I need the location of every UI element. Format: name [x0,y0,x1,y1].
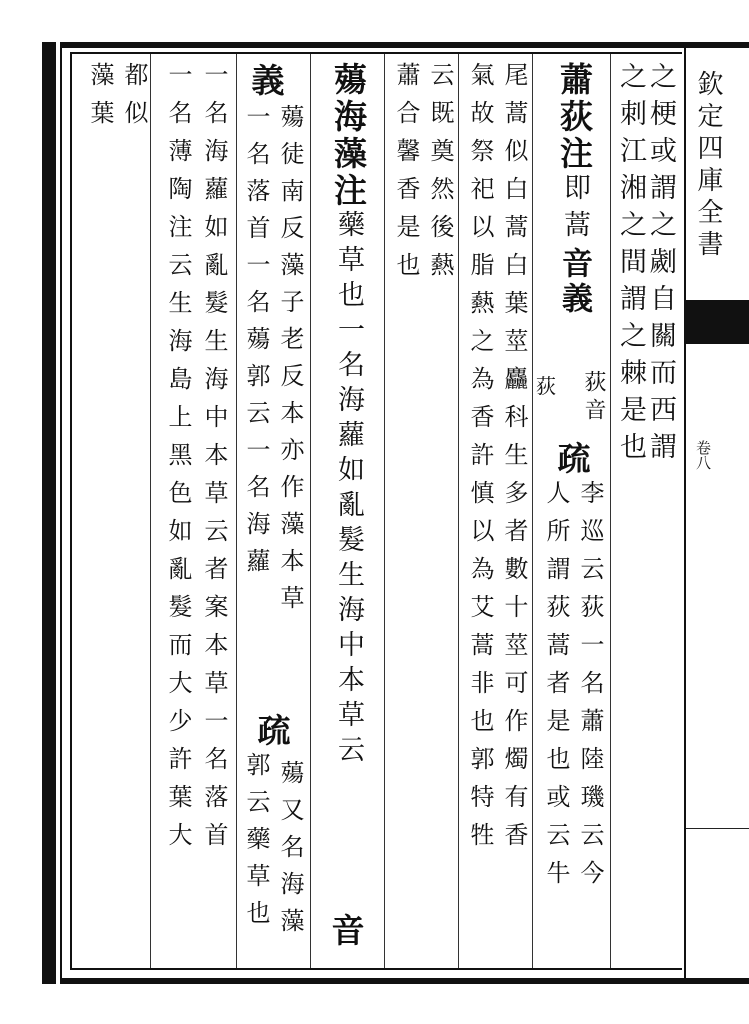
text-column [160,62,196,860]
book-title [690,70,730,262]
column-text: 李巡云荻一名蕭陸璣云今 [576,480,604,898]
column-text: 蕭合馨香是也 [392,62,420,290]
heading-text: 疏 [257,711,291,750]
column-divider [310,54,311,968]
column-text: 一名薄陶注云生海島上黑色如亂髮而大少許葉大 [164,62,192,860]
column-divider [532,54,533,968]
text-column [250,62,286,100]
column-text: 云既奠然後爇 [426,62,454,290]
text-column [238,752,274,937]
column-divider [150,54,151,968]
inline-note [536,370,556,399]
fishtail-border [684,48,686,978]
heading-text: 音 [331,911,365,950]
column-text: 尾蒿似白蒿白葉莖麤科生多者數十莖可作燭有香 [500,62,528,860]
column-text: 藻葉 [86,62,114,138]
column-text: 之刺江湘之間謂之棘是也 [615,62,646,469]
column-text: 一名海蘿如亂髮生海中本草云者案本草一名落首 [200,62,228,860]
text-column [388,62,424,290]
heading-text: 義 [251,61,285,100]
column-text: 之梗或謂之劌自關而西謂 [645,62,676,469]
column-divider [236,54,237,968]
column-text: 氣故祭祀以脂爇之為香許慎以為艾蒿非也郭特牲 [466,62,494,860]
text-column [612,62,648,469]
heading-text: 蕭荻注 [555,62,594,173]
column-text: 即蒿 [559,173,590,247]
text-column [572,480,608,898]
text-column [556,62,592,317]
text-column [538,480,574,898]
inner-top-rule [70,52,682,54]
text-column [572,370,608,426]
text-column [238,104,274,585]
column-text: 藥草也一名海蘿如亂髮生海中本草云 [333,210,364,770]
heading-text: 薚海藻注 [329,62,368,210]
column-text: 薚徒南反藻子老反本亦作藻本草 [276,104,304,622]
inner-bottom-rule [70,968,682,970]
heading-text: 疏 [557,439,591,478]
text-column [272,104,308,622]
frame-bottom-rule [60,978,749,984]
text-column [462,62,498,860]
note-text: 荻 [536,374,556,398]
column-text: 人所謂荻蒿者是也或云牛 [542,480,570,898]
fishtail-mark [686,300,749,344]
page-edge-bar [42,42,56,984]
volume-label [692,440,712,470]
text-column [256,712,292,750]
text-column [116,62,152,138]
text-column [272,760,308,945]
text-column [496,62,532,860]
inner-left-rule [70,52,72,970]
column-divider [384,54,385,968]
text-column [196,62,232,860]
frame-left-rule [60,42,62,984]
volume-text: 卷八 [694,440,712,470]
column-divider [458,54,459,968]
text-column [82,62,118,138]
text-column [556,440,592,478]
frame-top-rule [60,42,749,48]
text-column [330,912,366,950]
column-text: 郭云藥草也 [242,752,270,937]
column-text: 荻音 [581,370,606,426]
column-text: 都似 [120,62,148,138]
column-divider [610,54,611,968]
title-text: 欽定四庫全書 [693,70,723,262]
heading-text: 音義 [556,247,592,317]
text-column [422,62,458,290]
column-text: 薚又名海藻 [276,760,304,945]
column-text: 一名落首一名薚郭云一名海蘿 [242,104,270,585]
text-column [330,62,366,770]
fishtail-rule [686,828,749,829]
